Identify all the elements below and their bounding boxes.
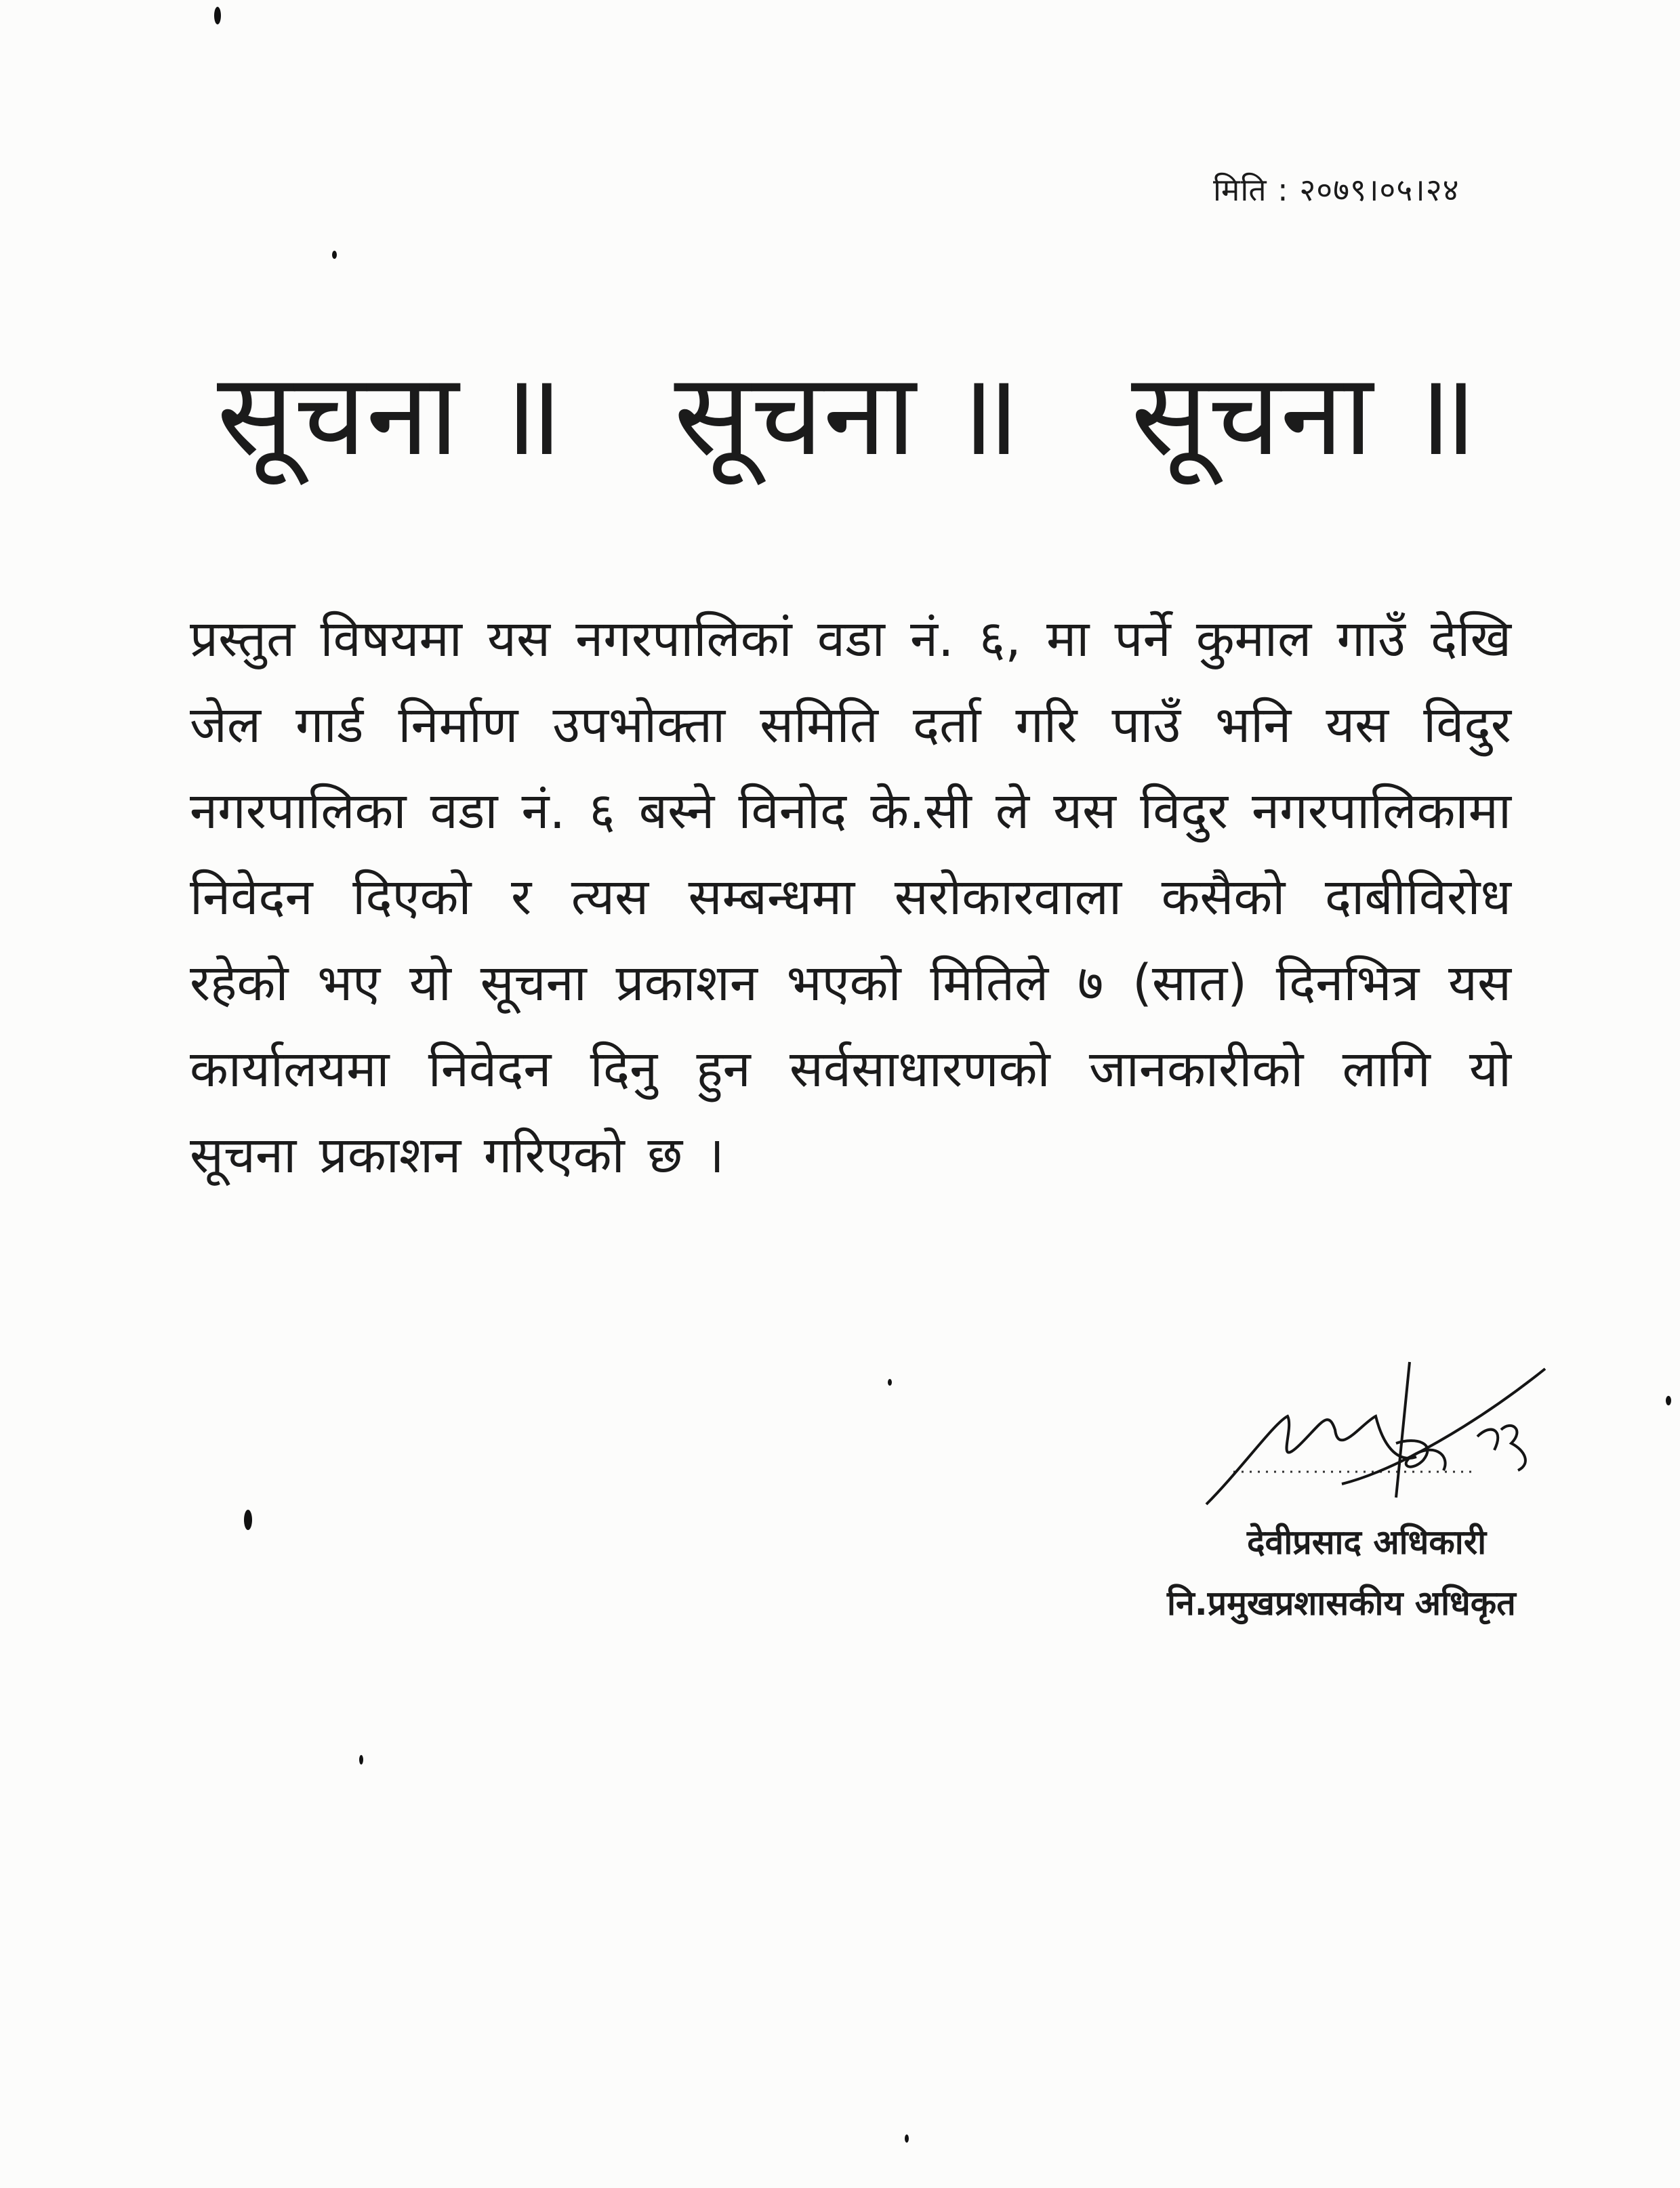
handwritten-signature-icon xyxy=(1193,1342,1599,1545)
scan-speck xyxy=(244,1510,252,1530)
heading-word: सूचना ॥ xyxy=(1130,348,1477,481)
scan-speck xyxy=(905,2134,909,2143)
signer-name: देवीप्रसाद अधिकारी xyxy=(1247,1523,1487,1562)
scan-speck xyxy=(1666,1396,1671,1405)
scan-speck xyxy=(332,251,337,259)
scan-speck xyxy=(214,7,221,24)
scan-speck xyxy=(888,1379,892,1386)
notice-body: प्रस्तुत विषयमा यस नगरपालिकां वडा नं. ६, मा पर्ने कुमाल गाउँ देखि जेल गार्ड निर्माण उपभोक्ता समिति दर्ता गरि पाउँ भनि यस विदुर नगरपालिका वडा नं. ६ बस्ने विनोद के.सी ले यस विदुर नगरपालिकामा निवेदन दिएको र त्यस सम्बन्धमा सरोकारवाला कसैको दाबीविरोध रहेको भए यो सूचना प्रकाशन भएको मितिले ७ (सात) दिनभित्र यस कार्यालयमा निवेदन दिनु हुन सर्वसाधारणको जानकारीको लागि यो सूचना प्रकाशन गरिएको छ । xyxy=(190,610,1511,1184)
signature xyxy=(1193,1342,1599,1545)
heading-word: सूचना ॥ xyxy=(674,348,1021,481)
date-value: २०७९।०५।२४ xyxy=(1299,171,1460,208)
date-line xyxy=(1213,168,1460,210)
signer-title: नि.प्रमुखप्रशासकीय अधिकृत xyxy=(1167,1584,1516,1623)
notice-heading xyxy=(217,348,1477,481)
scan-speck xyxy=(359,1755,363,1764)
date-label: मिति : xyxy=(1213,171,1289,208)
heading-word: सूचना ॥ xyxy=(217,348,564,481)
